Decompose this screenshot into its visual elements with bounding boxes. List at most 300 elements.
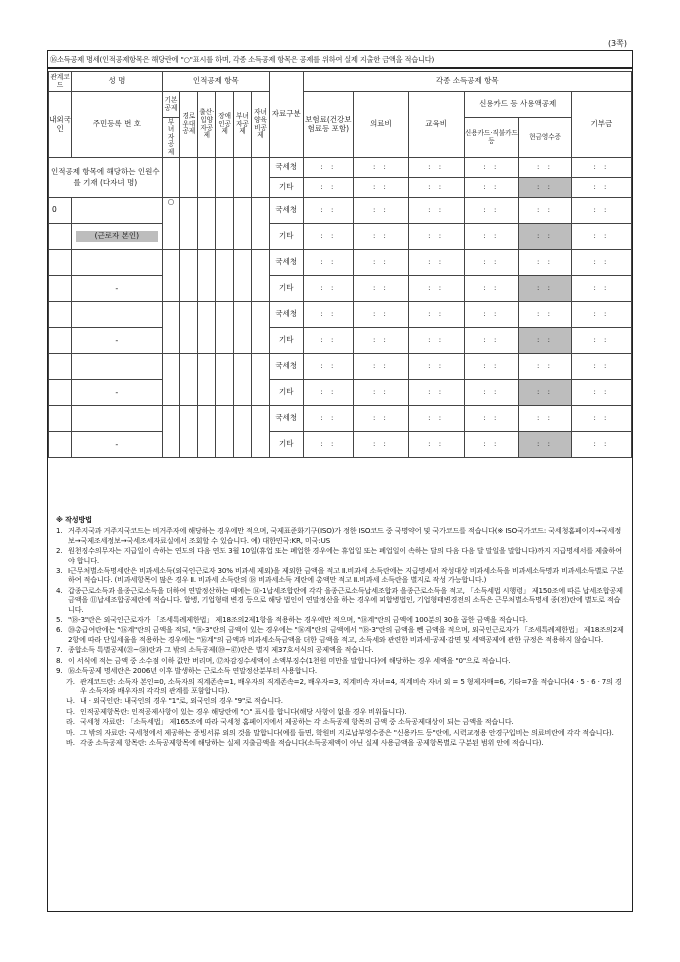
amount-placeholder: : : (372, 258, 389, 267)
instruction-number: 6. (56, 625, 63, 635)
personal-item-cell[interactable] (234, 198, 252, 250)
instruction-item (56, 615, 624, 624)
table-row (49, 224, 632, 250)
amount-credit-card-nts[interactable] (464, 158, 519, 178)
self-label: (근로자 본인) (76, 231, 158, 242)
header-donation: 기부금 (571, 92, 631, 158)
instruction-text: 이 서식에 적는 금액 중 소수점 이하 값만 버리며, ⑰차감징수세액이 소액부징수(1천원 미만을 말합니다)에 해당하는 경우 세액을 "0"으로 적습니다. (68, 655, 511, 665)
amount-placeholder: : : (428, 362, 445, 371)
instruction-text: ⑳총급여란에는 "⑯계"란의 금액을 적되, "⑱-3"란의 금액이 있는 경우에는 "⑯계"란의 금액에서 "⑱-3"란의 금액을 뺀 금액을 적으며, 외국인근로자가 「조세특례제한법」 제18조의2제2항에 따라 단일세율을 적용하는 경우에는 "⑯계"의 금액과 비과세소득금액을 더한 금액을 적고, 소득세와 관련한 비과세·공제·감면 및 세액공제에 관한 규정은 적용하지 않습니다. (68, 625, 624, 644)
amount-donation-other[interactable] (571, 432, 631, 458)
amount-cash-receipt-other[interactable] (519, 178, 572, 198)
deduction-form (47, 50, 633, 912)
amount-placeholder: : : (428, 258, 445, 267)
amount-donation-nts[interactable] (571, 158, 631, 178)
instruction-item (56, 645, 624, 654)
instruction-text: 거주지국과 거주지국코드는 비거주자에 해당하는 경우에만 적으며, 국제표준화기구(ISO)가 정한 ISO코드 중 국명약어 및 국가코드를 적습니다(※ ISO국가코드: 국세청홈페이지→국세정보→국제조세정보→국세조세자료실에서 조회할 수 있습니다. 예) 대한민국:KR, 미국:US (68, 526, 622, 545)
amount-donation-nts[interactable] (571, 302, 631, 328)
amount-education-other[interactable] (408, 432, 464, 458)
instructions (56, 515, 624, 748)
amount-placeholder: : : (537, 388, 553, 397)
table-row (49, 250, 632, 276)
source-nts: 국세청 (269, 406, 303, 432)
amount-placeholder: : : (428, 183, 445, 192)
amount-insurance-nts[interactable] (303, 250, 353, 276)
amount-education-nts[interactable] (408, 198, 464, 224)
amount-education-nts[interactable] (408, 158, 464, 178)
amount-medical-nts[interactable] (354, 158, 409, 178)
amount-placeholder: : : (320, 183, 337, 192)
amount-donation-nts[interactable] (571, 406, 631, 432)
header-cash-receipt: 현금영수증 (519, 118, 572, 158)
name-cell[interactable] (72, 198, 162, 224)
instruction-subitem (66, 677, 624, 696)
instruction-text: ⑯소득공제 명세란은 2006년 이후 발생하는 근로소득 연말정산분부터 사용합니다. (68, 666, 318, 676)
personal-item-cell[interactable] (180, 198, 198, 250)
instruction-number: 2. (56, 546, 63, 556)
name-cell[interactable] (72, 354, 162, 380)
subitem-number: 바. (66, 737, 75, 747)
header-education: 교육비 (408, 92, 464, 158)
resident-no-cell[interactable] (72, 224, 162, 250)
instruction-item (56, 546, 624, 565)
subitem-number: 라. (66, 717, 75, 727)
amount-placeholder: : : (428, 163, 445, 172)
amount-cash-receipt-nts[interactable] (519, 406, 572, 432)
instruction-item (56, 656, 624, 665)
resident-no-dash: - (115, 335, 119, 345)
amount-insurance-other[interactable] (303, 328, 353, 354)
instruction-number: 1. (56, 526, 63, 536)
source-other: 기타 (269, 432, 303, 458)
amount-education-other[interactable] (408, 276, 464, 302)
amount-cash-receipt-other[interactable] (519, 224, 572, 250)
amount-placeholder: : : (320, 258, 337, 267)
foreigner-cell[interactable] (49, 328, 72, 354)
amount-placeholder: : : (320, 163, 337, 172)
amount-placeholder: : : (320, 310, 337, 319)
instruction-number: 3. (56, 566, 63, 576)
personal-item-cell[interactable] (198, 406, 216, 458)
amount-placeholder: : : (372, 440, 389, 449)
form-section-title: ⑯소득공제 명세(인적공제항목은 해당란에 "○"표시를 하며, 각종 소득공제 항목은 공제를 위하여 실제 지출한 금액을 적습니다) (48, 51, 632, 69)
amount-donation-nts[interactable] (571, 198, 631, 224)
amount-placeholder: : : (428, 206, 445, 215)
amount-donation-other[interactable] (571, 178, 631, 198)
basic-mark-cell[interactable] (162, 302, 180, 354)
header-insurance: 보험료(건강보험료등 포함) (303, 92, 353, 158)
amount-credit-card-nts[interactable] (464, 406, 519, 432)
instruction-text: 갑종근로소득과 을종근로소득을 더하여 연말정산하는 때에는 ⑭-1납세조합란에 각각 을종근로소득납세조합과 을종근로소득을 적고, 「소득세법 시행령」 제150조에 따른 납세조합공제금액을 ⑪납세조합공제란에 적습니다. 합병, 기업형태 변경 등으로 해당 법인이 연말정산을 하는 경우에 피합병법인, 기업형태변경전의 소득은 근무처별소득명세 종(전)란에 별도로 적습니다. (68, 585, 623, 614)
count-cell[interactable] (234, 158, 252, 198)
personal-item-cell[interactable] (251, 302, 269, 354)
amount-placeholder: : : (483, 206, 500, 215)
instruction-subitem (66, 707, 624, 716)
amount-placeholder: : : (428, 232, 445, 241)
amount-education-nts[interactable] (408, 302, 464, 328)
amount-placeholder: : : (483, 183, 500, 192)
amount-cash-receipt-other[interactable] (519, 328, 572, 354)
amount-placeholder: : : (372, 284, 389, 293)
instruction-number: 4. (56, 585, 63, 595)
amount-medical-other[interactable] (354, 276, 409, 302)
amount-placeholder: : : (483, 362, 500, 371)
foreigner-cell[interactable] (49, 380, 72, 406)
instruction-subitem (66, 728, 624, 737)
relation-code-cell[interactable]: 0 (49, 198, 72, 224)
source-other: 기타 (269, 276, 303, 302)
subitem-text: 국세청 자료란: 「소득세법」 제165조에 따라 국세청 홈페이지에서 제공하는 각 소득공제 항목의 금액 중 소득공제대상이 되는 금액을 적습니다. (80, 717, 514, 727)
resident-no-cell[interactable] (72, 276, 162, 302)
source-other: 기타 (269, 178, 303, 198)
amount-placeholder: : : (593, 388, 610, 397)
amount-placeholder: : : (483, 388, 500, 397)
header-child-rearing: 자녀양육비공제 (251, 92, 269, 158)
amount-placeholder: : : (428, 310, 445, 319)
table-row (49, 276, 632, 302)
relation-code-cell[interactable] (49, 302, 72, 328)
personal-item-cell[interactable] (251, 250, 269, 302)
amount-placeholder: : : (537, 206, 553, 215)
amount-credit-card-other[interactable] (464, 432, 519, 458)
amount-cash-receipt-nts[interactable] (519, 198, 572, 224)
amount-donation-other[interactable] (571, 328, 631, 354)
header-name: 성 명 (72, 72, 162, 92)
amount-cash-receipt-nts[interactable] (519, 354, 572, 380)
amount-placeholder: : : (537, 258, 553, 267)
amount-placeholder: : : (537, 232, 553, 241)
amount-credit-card-other[interactable] (464, 224, 519, 250)
personal-item-cell[interactable] (251, 354, 269, 406)
personal-item-cell[interactable] (216, 198, 234, 250)
amount-placeholder: : : (320, 284, 337, 293)
subitem-number: 마. (66, 727, 75, 737)
foreigner-cell[interactable] (49, 224, 72, 250)
amount-placeholder: : : (372, 206, 389, 215)
amount-placeholder: : : (593, 232, 610, 241)
header-dependent-women: 부녀자공제 (234, 92, 252, 158)
amount-medical-nts[interactable] (354, 250, 409, 276)
subitem-text: 그 밖의 자료란: 국세청에서 제공하는 증빙서류 외의 것을 말합니다(예를 들면, 학원비 지로납부영수증은 "신용카드 등"란에, 시력교정용 안경구입비는 의료비란에 각각 적습니다). (80, 727, 614, 737)
amount-placeholder: : : (428, 440, 445, 449)
amount-placeholder: : : (593, 440, 610, 449)
amount-insurance-nts[interactable] (303, 198, 353, 224)
amount-placeholder: : : (483, 310, 500, 319)
header-disabled: 장애인공제 (216, 92, 234, 158)
amount-placeholder: : : (372, 414, 389, 423)
amount-placeholder: : : (320, 232, 337, 241)
amount-placeholder: : : (320, 414, 337, 423)
amount-placeholder: : : (428, 284, 445, 293)
amount-cash-receipt-other[interactable] (519, 432, 572, 458)
amount-placeholder: : : (593, 414, 610, 423)
table-row (49, 406, 632, 432)
source-other: 기타 (269, 380, 303, 406)
amount-placeholder: : : (537, 362, 553, 371)
amount-placeholder: : : (483, 336, 500, 345)
instruction-text: 종합소득 특별공제(㉑~㊳)란과 그 밖의 소득공제(㊴~㊼)란은 별지 제37호서식의 공제액을 적습니다. (68, 645, 374, 655)
resident-no-dash: - (115, 283, 119, 293)
amount-placeholder: : : (320, 388, 337, 397)
amount-placeholder: : : (320, 206, 337, 215)
name-cell[interactable] (72, 250, 162, 276)
basic-mark-cell[interactable] (162, 198, 180, 250)
count-cell[interactable] (180, 158, 198, 198)
name-cell[interactable] (72, 406, 162, 432)
subitem-text: 인적공제항목란: 인적공제사항이 있는 경우 해당란에 "○" 표시를 합니다(해당 사항이 없을 경우 비워둡니다). (80, 706, 407, 716)
header-resident-no: 주민등록 번 호 (72, 92, 162, 158)
amount-placeholder: : : (537, 414, 553, 423)
amount-placeholder: : : (593, 284, 610, 293)
amount-education-other[interactable] (408, 380, 464, 406)
amount-placeholder: : : (537, 163, 553, 172)
instructions-heading: ※ 작성방법 (56, 515, 92, 524)
header-elderly: 경로우대공제 (180, 92, 198, 158)
header-medical: 의료비 (354, 92, 409, 158)
amount-education-other[interactable] (408, 178, 464, 198)
amount-placeholder: : : (593, 362, 610, 371)
instruction-item (56, 526, 624, 545)
amount-placeholder: : : (593, 183, 610, 192)
amount-medical-nts[interactable] (354, 302, 409, 328)
amount-credit-card-other[interactable] (464, 328, 519, 354)
amount-medical-nts[interactable] (354, 406, 409, 432)
amount-placeholder: : : (372, 336, 389, 345)
basic-mark-cell[interactable] (162, 250, 180, 302)
personal-item-cell[interactable] (180, 250, 198, 302)
count-cell[interactable] (198, 158, 216, 198)
amount-placeholder: : : (593, 206, 610, 215)
amount-placeholder: : : (320, 440, 337, 449)
instruction-text: "⑱-3"란은 외국인근로자가 「조세특례제한법」 제18조의2제1항을 적용하는 경우에만 적으며, "⑱계"란의 금액에 100분의 30을 곱한 금액을 적습니다. (68, 615, 528, 625)
header-foreigner: 내외국인 (49, 92, 72, 158)
amount-placeholder: : : (593, 258, 610, 267)
amount-placeholder: : : (483, 440, 500, 449)
amount-placeholder: : : (537, 440, 553, 449)
personal-item-cell[interactable] (216, 354, 234, 406)
subitem-number: 다. (66, 706, 75, 716)
resident-no-cell[interactable] (72, 432, 162, 458)
page-number: (3쪽) (607, 39, 627, 48)
source-nts: 국세청 (269, 198, 303, 224)
relation-code-cell[interactable] (49, 406, 72, 432)
amount-medical-other[interactable] (354, 432, 409, 458)
instruction-subitem (66, 738, 624, 747)
amount-placeholder: : : (372, 362, 389, 371)
amount-placeholder: : : (320, 362, 337, 371)
amount-credit-card-nts[interactable] (464, 302, 519, 328)
amount-credit-card-other[interactable] (464, 380, 519, 406)
header-basic: 기본공제 (162, 92, 180, 118)
table-row (49, 328, 632, 354)
basic-mark: ○ (167, 197, 175, 206)
resident-no-dash: - (115, 387, 119, 397)
amount-education-other[interactable] (408, 328, 464, 354)
amount-medical-other[interactable] (354, 380, 409, 406)
amount-placeholder: : : (593, 310, 610, 319)
amount-cash-receipt-nts[interactable] (519, 302, 572, 328)
amount-insurance-other[interactable] (303, 380, 353, 406)
subitem-number: 가. (66, 676, 75, 686)
source-other: 기타 (269, 224, 303, 250)
instruction-item (56, 625, 624, 644)
table-row (49, 302, 632, 328)
subitem-text: 각종 소득공제 항목란: 소득공제항목에 해당하는 실제 지출금액을 적습니다(소득공제액이 아닌 실제 사용금액을 공제항목별로 구분된 범위 안에 적습니다). (80, 737, 544, 747)
source-other: 기타 (269, 328, 303, 354)
amount-medical-other[interactable] (354, 224, 409, 250)
amount-placeholder: : : (537, 336, 553, 345)
header-personal-items: 인적공제 항목 (162, 72, 269, 92)
amount-credit-card-other[interactable] (464, 276, 519, 302)
count-cell[interactable] (162, 158, 180, 198)
relation-code-cell[interactable] (49, 250, 72, 276)
source-nts: 국세청 (269, 354, 303, 380)
header-relation-code: 관계코드 (49, 72, 72, 92)
amount-credit-card-nts[interactable] (464, 354, 519, 380)
amount-insurance-other[interactable] (303, 178, 353, 198)
table-row (49, 380, 632, 406)
personal-item-cell[interactable] (216, 250, 234, 302)
amount-placeholder: : : (537, 284, 553, 293)
foreigner-cell[interactable] (49, 432, 72, 458)
amount-donation-other[interactable] (571, 224, 631, 250)
foreigner-cell[interactable] (49, 276, 72, 302)
header-credit-card-group: 신용카드 등 사용액공제 (464, 92, 571, 118)
resident-no-cell[interactable] (72, 380, 162, 406)
amount-donation-nts[interactable] (571, 354, 631, 380)
amount-placeholder: : : (483, 284, 500, 293)
basic-mark-cell[interactable] (162, 354, 180, 406)
amount-donation-other[interactable] (571, 380, 631, 406)
amount-donation-nts[interactable] (571, 250, 631, 276)
personal-item-cell[interactable] (216, 302, 234, 354)
amount-placeholder: : : (320, 336, 337, 345)
personal-item-cell[interactable] (198, 250, 216, 302)
instruction-subitem (66, 696, 624, 705)
resident-no-dash: - (115, 439, 119, 449)
amount-insurance-other[interactable] (303, 432, 353, 458)
amount-credit-card-nts[interactable] (464, 198, 519, 224)
amount-donation-other[interactable] (571, 276, 631, 302)
resident-no-cell[interactable] (72, 328, 162, 354)
amount-insurance-other[interactable] (303, 276, 353, 302)
instruction-text: 원천징수의무자는 지급일이 속하는 연도의 다음 연도 3월 10일(휴업 또는 폐업한 경우에는 휴업일 또는 폐업일이 속하는 달의 다음 다음 달 말일을 말합니다)까지 지급명세서를 제출하여야 합니다. (68, 546, 622, 565)
amount-placeholder: : : (483, 163, 500, 172)
table-row (49, 198, 632, 224)
subitem-text: 관계코드란: 소득자 본인=0, 소득자의 직계존속=1, 배우자의 직계존속=2, 배우자=3, 직계비속 자녀=4, 직계비속 자녀 외 = 5 형제자매=6, 기타=7을 적습니다(4 · 5 · 6 · 7의 경우 소득자와 배우자의 각각의 관계를 포함합니다). (80, 676, 622, 695)
amount-medical-nts[interactable] (354, 198, 409, 224)
amount-medical-nts[interactable] (354, 354, 409, 380)
amount-placeholder: : : (428, 414, 445, 423)
instruction-text: Ⅰ근무처별소득명세란은 비과세소득(외국인근로자 30% 비과세 제외)을 제외한 금액을 적고 Ⅱ.비과세 소득란에는 지급명세서 작성대상 비과세소득을 비과세소득명과 비과세소득별로 구분하여 적습니다. (비과세항목이 많은 경우 Ⅱ. 비과세 소득란의 ⑱ 비과세소득 계란에 총액만 적고 Ⅱ.비과세 소득란을 별지로 작성 가능합니다.) (68, 566, 624, 585)
source-nts: 국세청 (269, 250, 303, 276)
personal-item-cell[interactable] (198, 198, 216, 250)
amount-placeholder: : : (593, 336, 610, 345)
amount-placeholder: : : (428, 388, 445, 397)
amount-cash-receipt-nts[interactable] (519, 158, 572, 178)
instruction-number: 5. (56, 615, 63, 625)
amount-credit-card-nts[interactable] (464, 250, 519, 276)
amount-placeholder: : : (483, 232, 500, 241)
amount-education-nts[interactable] (408, 250, 464, 276)
instruction-item (56, 586, 624, 614)
basic-mark-cell[interactable] (162, 406, 180, 458)
source-nts: 국세청 (269, 302, 303, 328)
personal-item-cell[interactable] (234, 406, 252, 458)
personal-item-cell[interactable] (216, 406, 234, 458)
amount-placeholder: : : (593, 163, 610, 172)
personal-item-cell[interactable] (251, 406, 269, 458)
amount-cash-receipt-other[interactable] (519, 380, 572, 406)
amount-medical-other[interactable] (354, 328, 409, 354)
header-women: 부 녀 자 공 제 (162, 118, 180, 158)
amount-credit-card-other[interactable] (464, 178, 519, 198)
amount-insurance-nts[interactable] (303, 406, 353, 432)
instruction-item (56, 666, 624, 675)
count-cell[interactable] (216, 158, 234, 198)
header-credit-card: 신용카드·직불카드 등 (464, 118, 519, 158)
personal-item-cell[interactable] (251, 198, 269, 250)
amount-insurance-nts[interactable] (303, 302, 353, 328)
instruction-number: 9. (56, 666, 63, 676)
amount-medical-other[interactable] (354, 178, 409, 198)
amount-placeholder: : : (372, 388, 389, 397)
name-cell[interactable] (72, 302, 162, 328)
amount-cash-receipt-nts[interactable] (519, 250, 572, 276)
amount-cash-receipt-other[interactable] (519, 276, 572, 302)
deduction-table (48, 71, 632, 458)
instruction-number: 8. (56, 655, 63, 665)
amount-placeholder: : : (537, 183, 553, 192)
amount-insurance-nts[interactable] (303, 158, 353, 178)
instruction-subitem (66, 717, 624, 726)
amount-education-nts[interactable] (408, 406, 464, 432)
instruction-number: 7. (56, 645, 63, 655)
amount-placeholder: : : (372, 183, 389, 192)
amount-placeholder: : : (428, 336, 445, 345)
amount-education-nts[interactable] (408, 354, 464, 380)
relation-code-cell[interactable] (49, 354, 72, 380)
amount-placeholder: : : (537, 310, 553, 319)
amount-education-other[interactable] (408, 224, 464, 250)
amount-placeholder: : : (483, 258, 500, 267)
amount-placeholder: : : (372, 163, 389, 172)
amount-placeholder: : : (372, 310, 389, 319)
header-source: 자료구분 (269, 72, 303, 158)
count-cell[interactable] (251, 158, 269, 198)
personal-item-cell[interactable] (198, 354, 216, 406)
subitem-text: 내 · 외국인란: 내국인의 경우 "1"로, 외국인의 경우 "9"로 적습니다. (80, 696, 283, 706)
header-deduction-items: 각종 소득공제 항목 (303, 72, 631, 92)
header-birth-adopt: 출산·입양자공제 (198, 92, 216, 158)
personal-item-cell[interactable] (234, 250, 252, 302)
amount-placeholder: : : (372, 232, 389, 241)
personal-item-cell[interactable] (234, 302, 252, 354)
count-note: 인적공제 항목에 해당하는 인원수를 기재 (다자녀 명) (49, 158, 163, 198)
personal-item-cell[interactable] (180, 354, 198, 406)
amount-insurance-other[interactable] (303, 224, 353, 250)
personal-item-cell[interactable] (234, 354, 252, 406)
personal-item-cell[interactable] (198, 302, 216, 354)
personal-item-cell[interactable] (180, 406, 198, 458)
instruction-item (56, 566, 624, 585)
table-row (49, 432, 632, 458)
table-row (49, 354, 632, 380)
subitem-number: 나. (66, 696, 75, 706)
amount-insurance-nts[interactable] (303, 354, 353, 380)
source-nts: 국세청 (269, 158, 303, 178)
personal-item-cell[interactable] (180, 302, 198, 354)
